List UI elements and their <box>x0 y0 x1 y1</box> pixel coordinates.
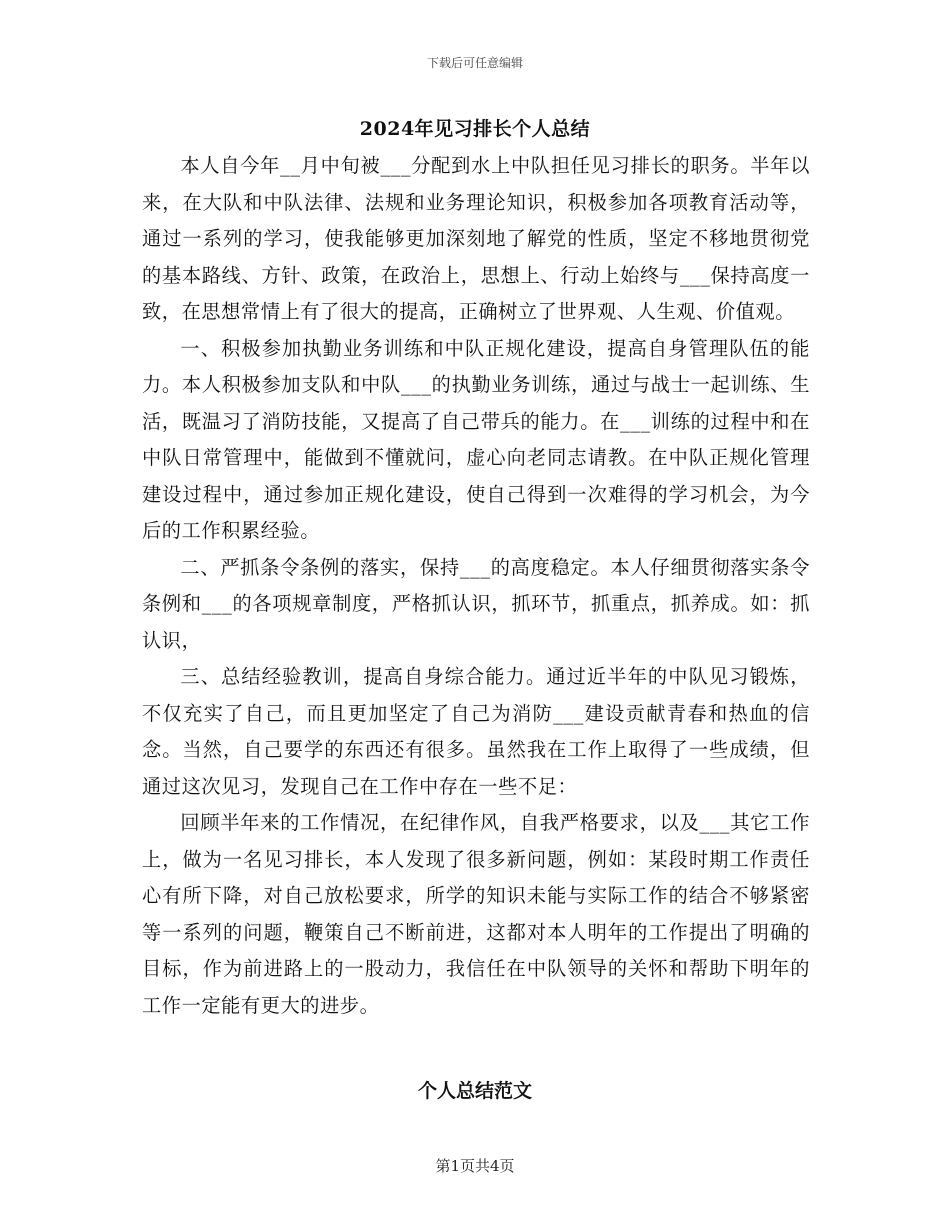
header-note: 下载后可任意编辑 <box>426 56 523 70</box>
paragraph-section-1: 一、积极参加执勤业务训练和中队正规化建设，提高自身管理队伍的能力。本人积极参加支队和中队___的执勤业务训练，通过与战士一起训练、生活，既温习了消防技能，又提高了自己带兵的能力。在___训练的过程中和在中队日常管理中，能做到不懂就问，虚心向老同志请教。在中队正规化管理建设过程中，通过参加正规化建设，使自己得到一次难得的学习机会，为今后的工作积累经验。 <box>142 336 810 542</box>
paragraph-section-2: 二、严抓条令条例的落实，保持___的高度稳定。本人仔细贯彻落实条令条例和___的各项规章制度，严格抓认识，抓环节，抓重点，抓养成。如：抓认识， <box>142 555 810 652</box>
document-title: 2024年见习排长个人总结 <box>359 118 591 140</box>
section-heading: 个人总结范文 <box>417 1080 532 1102</box>
paragraph-review: 回顾半年来的工作情况，在纪律作风，自我严格要求，以及___其它工作上，做为一名见习排长，本人发现了很多新问题，例如：某段时期工作责任心有所下降，对自己放松要求，所学的知识未能与实际工作的结合不够紧密等一系列的问题，鞭策自己不断前进，这都对本人明年的工作提出了明确的目标，作为前进路上的一股动力，我信任在中队领导的关怀和帮助下明年的工作一定能有更大的进步。 <box>142 811 810 1017</box>
document-body <box>142 148 810 1024</box>
page-number: 第1页共4页 <box>435 1157 515 1175</box>
paragraph-intro: 本人自今年__月中旬被___分配到水上中队担任见习排长的职务。半年以来，在大队和中队法律、法规和业务理论知识，积极参加各项教育活动等，通过一系列的学习，使我能够更加深刻地了解党的性质，坚定不移地贯彻党的基本路线、方针、政策，在政治上，思想上、行动上始终与___保持高度一致，在思想常情上有了很大的提高，正确树立了世界观、人生观、价值观。 <box>142 154 810 323</box>
paragraph-section-3: 三、总结经验教训，提高自身综合能力。通过近半年的中队见习锻炼，不仅充实了自己，而且更加坚定了自己为消防___建设贡献青春和热血的信念。当然，自己要学的东西还有很多。虽然我在工作上取得了一些成绩，但通过这次见习，发现自己在工作中存在一些不足： <box>142 665 810 798</box>
